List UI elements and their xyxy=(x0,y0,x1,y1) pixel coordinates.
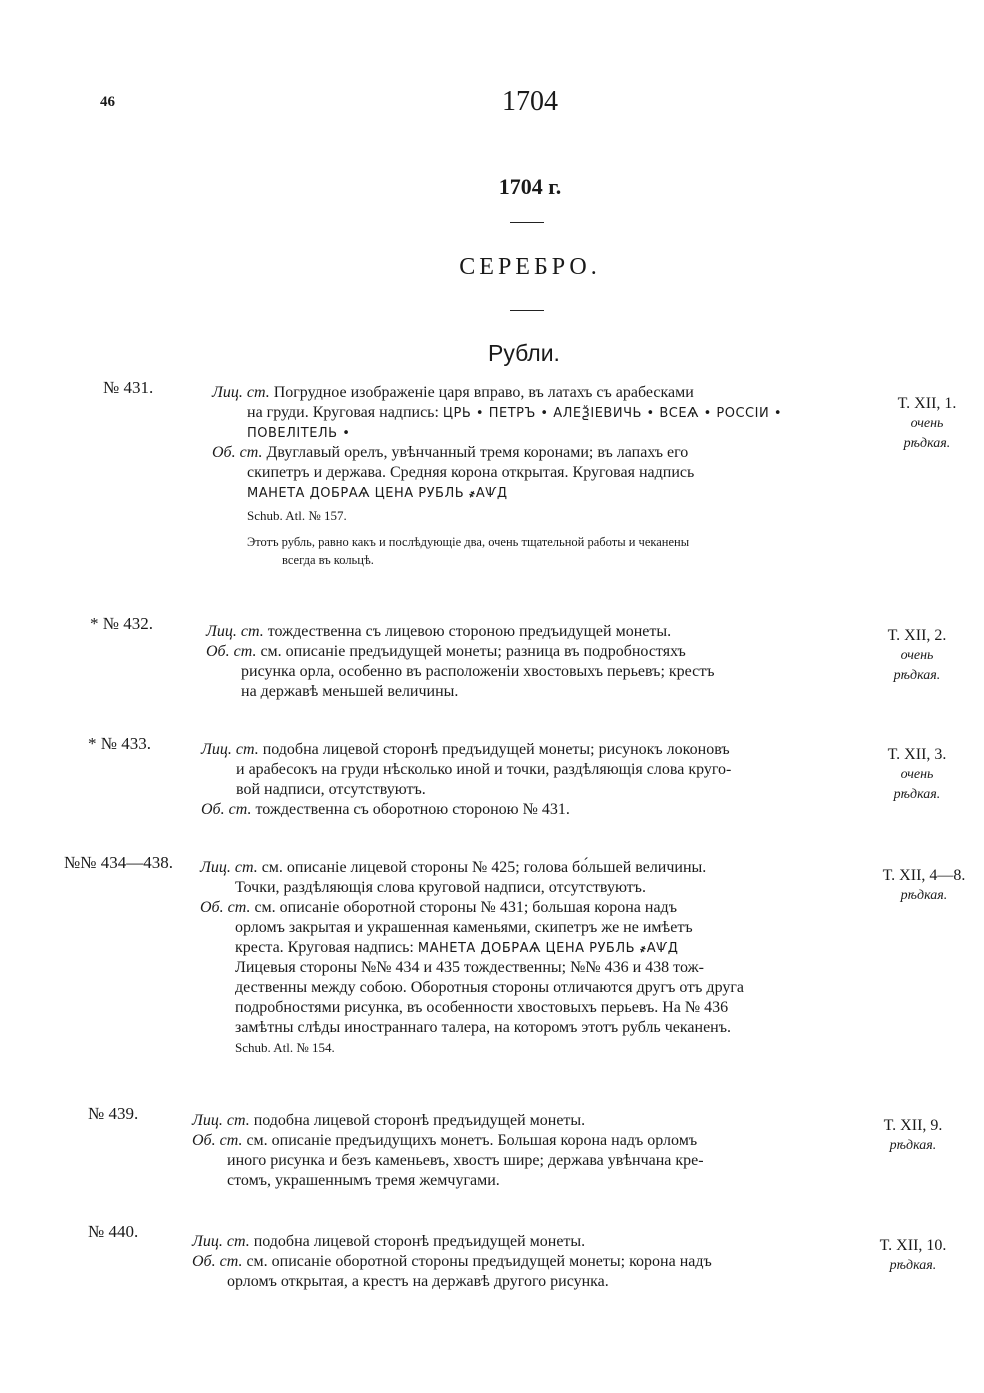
obverse-label: Лиц. ст. xyxy=(192,1233,250,1250)
legend-text: МАНЕТА ДОБРАѦ ЦЕНА РУБЛЬ ҂АѰД xyxy=(417,941,679,956)
rarity: рѣдкая. xyxy=(889,1138,937,1153)
reference: Schub. Atl. № 157. xyxy=(247,508,347,523)
plate-reference: T. XII, 10. xyxy=(879,1237,947,1254)
divider-rule xyxy=(510,222,544,223)
reverse-text: см. описаніе предъидущей монеты; разница въ подробностяхъ xyxy=(260,643,686,660)
obverse-text: Погрудное изображеніе царя вправо, въ латахъ съ арабесками xyxy=(273,384,694,401)
plate-info xyxy=(858,1236,968,1276)
obverse-text: на груди. Круговая надпись: xyxy=(247,404,439,421)
entry-number: №№ 434—438. xyxy=(64,853,173,872)
entry-number: * № 432. xyxy=(90,614,153,633)
obverse-label: Лиц. ст. xyxy=(200,859,258,876)
entry-description xyxy=(200,858,840,1057)
entry-number: № 431. xyxy=(103,378,154,397)
obverse-label: Лиц. ст. xyxy=(212,384,270,401)
entry-description xyxy=(212,383,852,569)
reverse-text: орломъ закрытая и украшенная каменьями, скипетръ же не имѣетъ xyxy=(235,919,693,936)
plate-reference: T. XII, 1. xyxy=(897,395,957,412)
reverse-text: дественны между собою. Оборотныя стороны отличаются другъ отъ друга xyxy=(235,979,745,996)
reverse-text: рисунка орла, особенно въ расположеніи хвостовыхъ перьевъ; крестъ xyxy=(241,663,715,680)
reverse-text: см. описаніе оборотной стороны № 431; большая корона надъ xyxy=(254,899,677,916)
obverse-text: см. описаніе лицевой стороны № 425; голова бо́льшей величины. xyxy=(261,859,707,876)
reverse-text: см. описаніе предъидущихъ монетъ. Большая корона надъ орломъ xyxy=(246,1132,698,1149)
reverse-text: Лицевыя стороны №№ 434 и 435 тождественны; №№ 436 и 438 тож- xyxy=(235,959,704,976)
rarity: очень xyxy=(910,416,944,431)
obverse-label: Лиц. ст. xyxy=(192,1112,250,1129)
rarity: рѣдкая. xyxy=(889,1258,937,1273)
plate-reference: T. XII, 9. xyxy=(883,1117,943,1134)
obverse-text: тождественна съ лицевою стороною предъидущей монеты. xyxy=(267,623,672,640)
legend-text: ПОВЕЛІТЕЛЬ • xyxy=(247,426,351,441)
rarity: очень xyxy=(900,767,934,782)
running-head: 1704 xyxy=(502,86,558,117)
entry-description xyxy=(192,1111,832,1191)
plate-info xyxy=(862,626,972,686)
section-heading: СЕРЕБРО. xyxy=(459,254,601,280)
reverse-text: замѣтны слѣды иностраннаго талера, на которомъ этотъ рубль чеканенъ. xyxy=(235,1019,731,1036)
page-number: 46 xyxy=(100,94,115,110)
reverse-label: Об. ст. xyxy=(212,444,263,461)
reverse-label: Об. ст. xyxy=(206,643,257,660)
plate-info xyxy=(858,1116,968,1156)
plate-reference: T. XII, 3. xyxy=(887,746,947,763)
obverse-label: Лиц. ст. xyxy=(206,623,264,640)
entry-description xyxy=(201,740,841,820)
rarity: очень xyxy=(900,648,934,663)
divider-rule xyxy=(510,310,544,311)
note-text: Этотъ рубль, равно какъ и послѣдующіе два, очень тщательной работы и чеканены xyxy=(247,535,690,549)
reverse-text: скипетръ и держава. Средняя корона открытая. Круговая надпись xyxy=(247,464,695,481)
reverse-label: Об. ст. xyxy=(192,1253,243,1270)
obverse-text: вой надписи, отсутствуютъ. xyxy=(236,781,426,798)
reverse-text: на державѣ меньшей величины. xyxy=(241,683,459,700)
plate-info xyxy=(862,745,972,805)
legend-text: ЦРЬ • ПЕТРЪ • АЛЕѮІЕВИЧЬ • ВСЕѦ • РОССІИ • xyxy=(442,406,782,421)
reference: Schub. Atl. № 154. xyxy=(235,1040,335,1055)
reverse-text: орломъ открытая, а крестъ на державѣ другого рисунка. xyxy=(227,1273,609,1290)
note-text: всегда въ кольцѣ. xyxy=(282,553,374,567)
reverse-label: Об. ст. xyxy=(200,899,251,916)
obverse-text: и арабесокъ на груди нѣсколько иной и точки, раздѣляющія слова круго- xyxy=(236,761,732,778)
entry-number: № 440. xyxy=(88,1222,139,1241)
rarity: рѣдкая. xyxy=(893,668,941,683)
obverse-text: подобна лицевой сторонѣ предъидущей монеты; рисунокъ локоновъ xyxy=(262,741,730,758)
rarity: рѣдкая. xyxy=(903,436,951,451)
reverse-label: Об. ст. xyxy=(201,801,252,818)
entry-number: № 439. xyxy=(88,1104,139,1123)
reverse-text: тождественна съ оборотною стороною № 431. xyxy=(255,801,570,818)
obverse-text: Точки, раздѣляющія слова круговой надписи, отсутствуютъ. xyxy=(235,879,646,896)
year-heading: 1704 г. xyxy=(498,174,562,199)
plate-reference: T. XII, 4—8. xyxy=(882,867,966,884)
plate-reference: T. XII, 2. xyxy=(887,627,947,644)
reverse-text: иного рисунка и безъ каменьевъ, хвостъ шире; держава увѣнчана кре- xyxy=(227,1152,704,1169)
obverse-text: подобна лицевой сторонѣ предъидущей монеты. xyxy=(253,1112,586,1129)
reverse-text: стомъ, украшеннымъ тремя жемчугами. xyxy=(227,1172,500,1189)
obverse-label: Лиц. ст. xyxy=(201,741,259,758)
plate-info xyxy=(866,866,982,906)
plate-info xyxy=(872,394,982,454)
reverse-text: креста. Круговая надпись: xyxy=(235,939,414,956)
entry-description xyxy=(206,622,846,702)
entry-number: * № 433. xyxy=(88,734,151,753)
reverse-text: подробностями рисунка, въ особенности хвостовыхъ перьевъ. На № 436 xyxy=(235,999,729,1016)
reverse-text: Двуглавый орелъ, увѣнчанный тремя коронами; въ лапахъ его xyxy=(266,444,689,461)
reverse-label: Об. ст. xyxy=(192,1132,243,1149)
subsection-heading: Рубли. xyxy=(488,340,560,366)
rarity: рѣдкая. xyxy=(893,787,941,802)
obverse-text: подобна лицевой сторонѣ предъидущей монеты. xyxy=(253,1233,586,1250)
reverse-text: см. описаніе оборотной стороны предъидущей монеты; корона надъ xyxy=(246,1253,712,1270)
entry-description xyxy=(192,1232,832,1292)
rarity: рѣдкая. xyxy=(900,888,948,903)
legend-text: МАНЕТА ДОБРАѦ ЦЕНА РУБЛЬ ҂АѰД xyxy=(247,486,508,501)
